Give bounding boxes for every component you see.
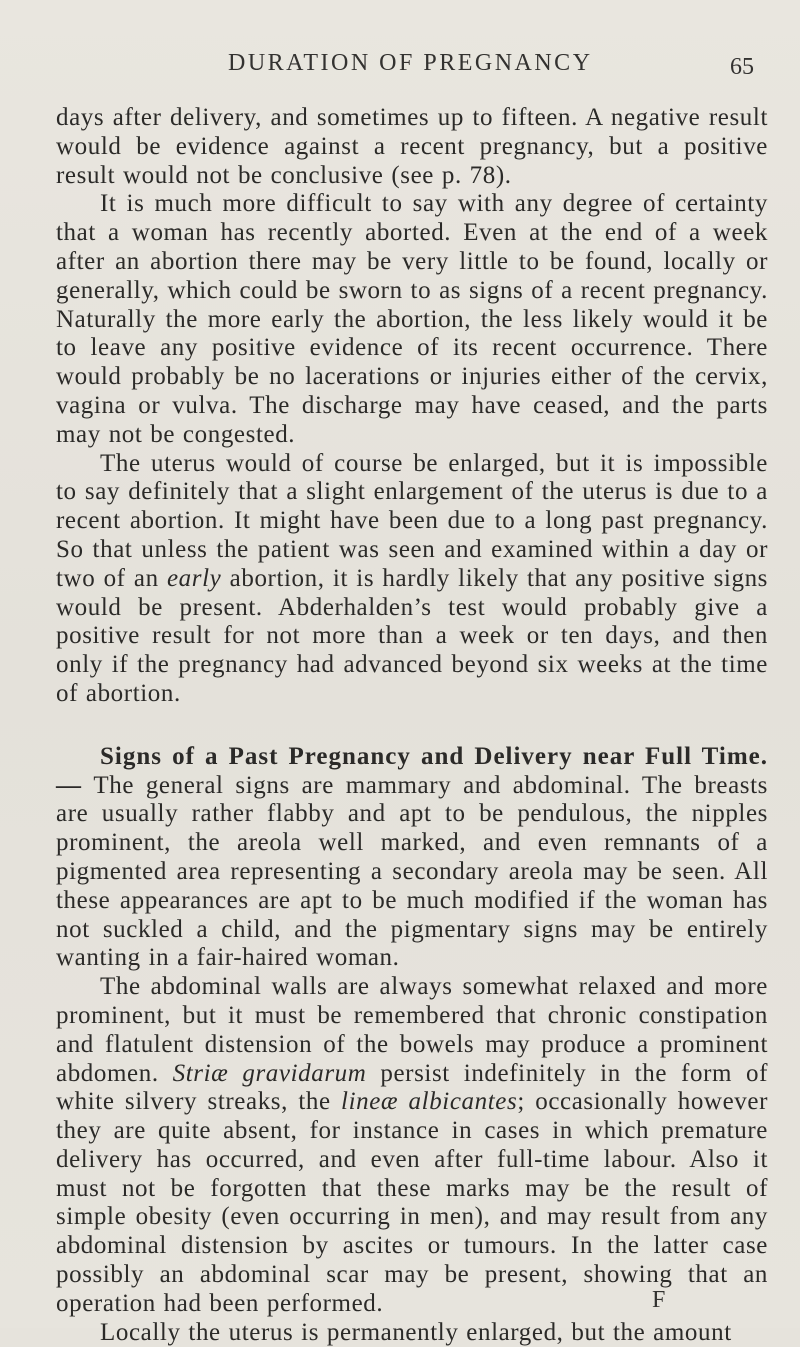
running-head <box>56 50 760 90</box>
paragraph-text: ; occasionally however they are quite absent, for instance in cases in which premature delivery has occurred, and even after full-time labour. Also it must not be forgotten that these marks may be the result of simple obesity (even occurring in men), and may result from any abdominal distension by ascites or tumours. In the latter case possibly an abdominal scar may be present, showing that an operation had been performed. <box>56 1088 768 1317</box>
signature-mark: F <box>652 1287 666 1313</box>
paragraph-text: abortion, it is hardly likely that any positive signs would be present. Abderhalden’s test would probably give a positive result for not more than a week or ten days, and then only if the pregnancy had advanced beyond six weeks at the time of abortion. <box>56 564 769 707</box>
paragraph-abdominal-walls <box>56 973 768 1319</box>
section-signs-past-pregnancy <box>56 743 768 973</box>
emphasis-word: early <box>166 564 222 592</box>
paragraph-uterus-enlarged <box>56 450 768 709</box>
paragraph-text: persist indefinitely in the form of white silvery streaks, the <box>56 1059 769 1116</box>
paragraph-text: The uterus would of course be enlarged, but it is impossible to say definitely that a slight enlargement of the uterus is due to a recent abortion. It might have been due to a long past pregnancy. So that unless the patient was seen and examined within a day or two of an <box>56 449 768 592</box>
paragraph-text: The general signs are mammary and abdominal. The breasts are usually rather flabby and apt to be pendulous, the nipples prominent, the areola well marked, and even remnants of a pigmented area representing a secondary areola may be seen. All these appearances are apt to be much modified if the woman has not suckled a child, and the pigmentary signs may be entirely wanting in a fair-haired woman. <box>56 771 768 972</box>
body-text <box>56 104 768 1347</box>
paragraph-abortion-certainty: It is much more difficult to say with any degree of certainty that a woman has recently aborted. Even at the end of a week after an abortion there may be very little to be found, locally or generally, which could be sworn to as signs of a recent pregnancy. Naturally the more early the abortion, the less likely would it be to leave any positive evidence of its recent occurrence. There would probably be no lacerations or injuries either of the cervix, vagina or vulva. The discharge may have ceased, and the parts may not be congested. <box>56 190 768 448</box>
paragraph-continuation: days after delivery, and sometimes up to fifteen. A negative result would be evidence against a recent pregnancy, but a positive result would not be conclusive (see p. 78). <box>56 104 768 189</box>
running-title: DURATION OF PREGNANCY <box>228 50 593 76</box>
page-number: 65 <box>730 54 754 80</box>
section-heading: Signs of a Past Pregnancy and Delivery near Full Time.— <box>56 742 768 799</box>
emphasis-striae: Striæ gravidarum <box>172 1059 367 1087</box>
paragraph-text: The abdominal walls are always somewhat relaxed and more prominent, but it must be remembered that chronic constipation and flatulent distension of the bowels may produce a prominent abdomen. <box>56 973 768 1087</box>
emphasis-lineae: lineæ albicantes <box>341 1088 518 1116</box>
paragraph-locally-uterus: Locally the uterus is permanently enlarged, but the amount <box>100 1318 732 1346</box>
